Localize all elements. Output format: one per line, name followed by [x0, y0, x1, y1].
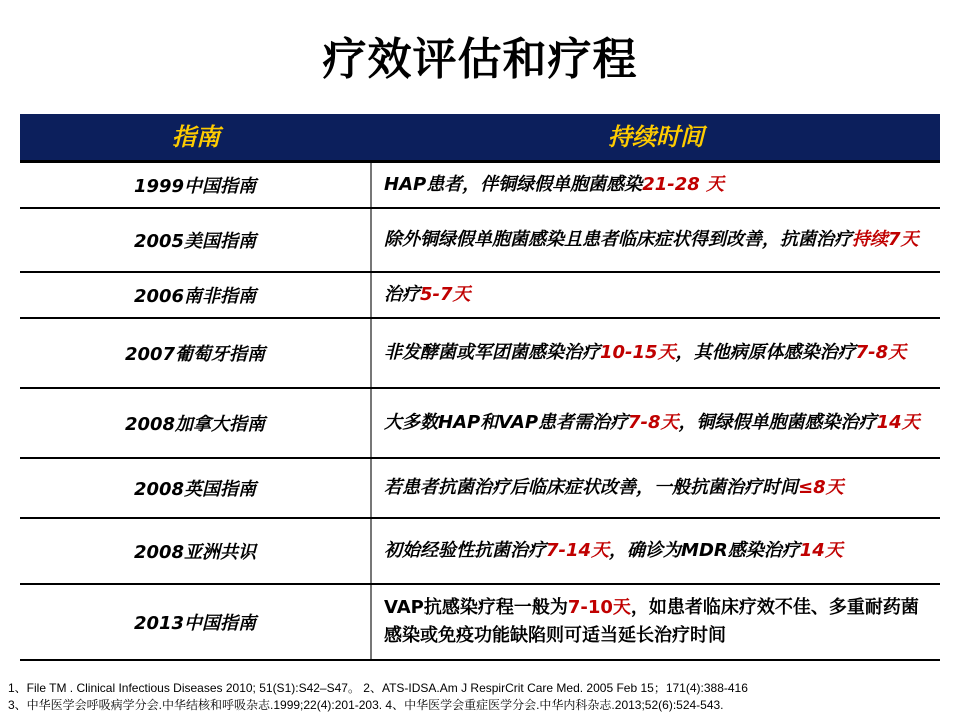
duration-text: [372, 209, 940, 271]
duration-text: [372, 519, 940, 583]
duration-segment: 若患者抗菌治疗后临床症状改善，一般抗菌治疗时间: [384, 477, 798, 498]
slide-title: 疗效评估和疗程: [322, 34, 638, 85]
duration-text: [372, 163, 940, 207]
duration-highlight: 21-28 天: [642, 174, 725, 195]
duration-segment: 初始经验性抗菌治疗: [384, 540, 546, 561]
table-row: [20, 209, 940, 273]
duration-segment: 大多数HAP和VAP患者需治疗: [384, 412, 629, 433]
guideline-name: 2008亚洲共识: [20, 519, 372, 583]
duration-text: [372, 319, 940, 387]
guideline-name: 2005美国指南: [20, 209, 372, 271]
table-body: [20, 163, 940, 659]
duration-highlight: 7-10天: [567, 597, 631, 618]
duration-segment: 非发酵菌或军团菌感染治疗: [384, 342, 600, 363]
duration-segment: HAP患者，伴铜绿假单胞菌感染: [384, 174, 643, 195]
duration-highlight: ≤8天: [798, 477, 844, 498]
guideline-name: 2008英国指南: [20, 459, 372, 517]
table-row: [20, 585, 940, 659]
duration-segment: ，其他病原体感染治疗: [675, 342, 856, 363]
header-duration: 持续时间: [608, 123, 704, 151]
guideline-name: 2006南非指南: [20, 273, 372, 317]
duration-text: [372, 459, 940, 517]
table-row: [20, 273, 940, 319]
guideline-name: 2008加拿大指南: [20, 389, 372, 457]
duration-segment: ，如患者临床疗效不佳、多重耐药菌感染或免疫功能缺陷则可适当延长治疗时间: [384, 597, 919, 646]
guideline-name: 1999中国指南: [20, 163, 372, 207]
table-row: [20, 389, 940, 459]
guideline-name: 2013中国指南: [20, 585, 372, 659]
reference-line: 1、File TM . Clinical Infectious Diseases 2010; 51(S1):S42–S47。 2、ATS-IDSA.Am J RespirCrit Care Med. 2005 Feb 15；171(4):388-416: [8, 681, 748, 695]
duration-highlight: 14天: [876, 412, 920, 433]
table-row: [20, 319, 940, 389]
duration-segment: ，铜绿假单胞菌感染治疗: [678, 412, 877, 433]
references: [8, 680, 958, 714]
duration-segment: ，确诊为MDR感染治疗: [609, 540, 800, 561]
duration-segment: 除外铜绿假单胞菌感染且患者临床症状得到改善，抗菌治疗: [384, 229, 852, 250]
duration-highlight: 持续7天: [852, 229, 919, 250]
guideline-table: [20, 114, 940, 661]
duration-text: [372, 389, 940, 457]
duration-highlight: 7-8天: [628, 412, 679, 433]
duration-text: [372, 585, 940, 659]
duration-highlight: 7-8天: [855, 342, 907, 363]
table-row: [20, 163, 940, 209]
header-guideline: 指南: [172, 123, 220, 151]
duration-segment: VAP抗感染疗程一般为: [384, 597, 568, 618]
duration-highlight: 10-15天: [600, 342, 676, 363]
duration-segment: 治疗: [384, 284, 420, 305]
table-row: [20, 459, 940, 519]
duration-highlight: 5-7天: [420, 284, 471, 305]
duration-highlight: 7-14天: [546, 540, 610, 561]
duration-highlight: 14天: [799, 540, 843, 561]
duration-text: [372, 273, 940, 317]
table-row: [20, 519, 940, 585]
table-header: [20, 114, 940, 163]
guideline-name: 2007葡萄牙指南: [20, 319, 372, 387]
reference-line: 3、中华医学会呼吸病学分会.中华结核和呼吸杂志.1999;22(4):201-203. 4、中华医学会重症医学分会.中华内科杂志.2013;52(6):524-543.: [8, 698, 724, 712]
